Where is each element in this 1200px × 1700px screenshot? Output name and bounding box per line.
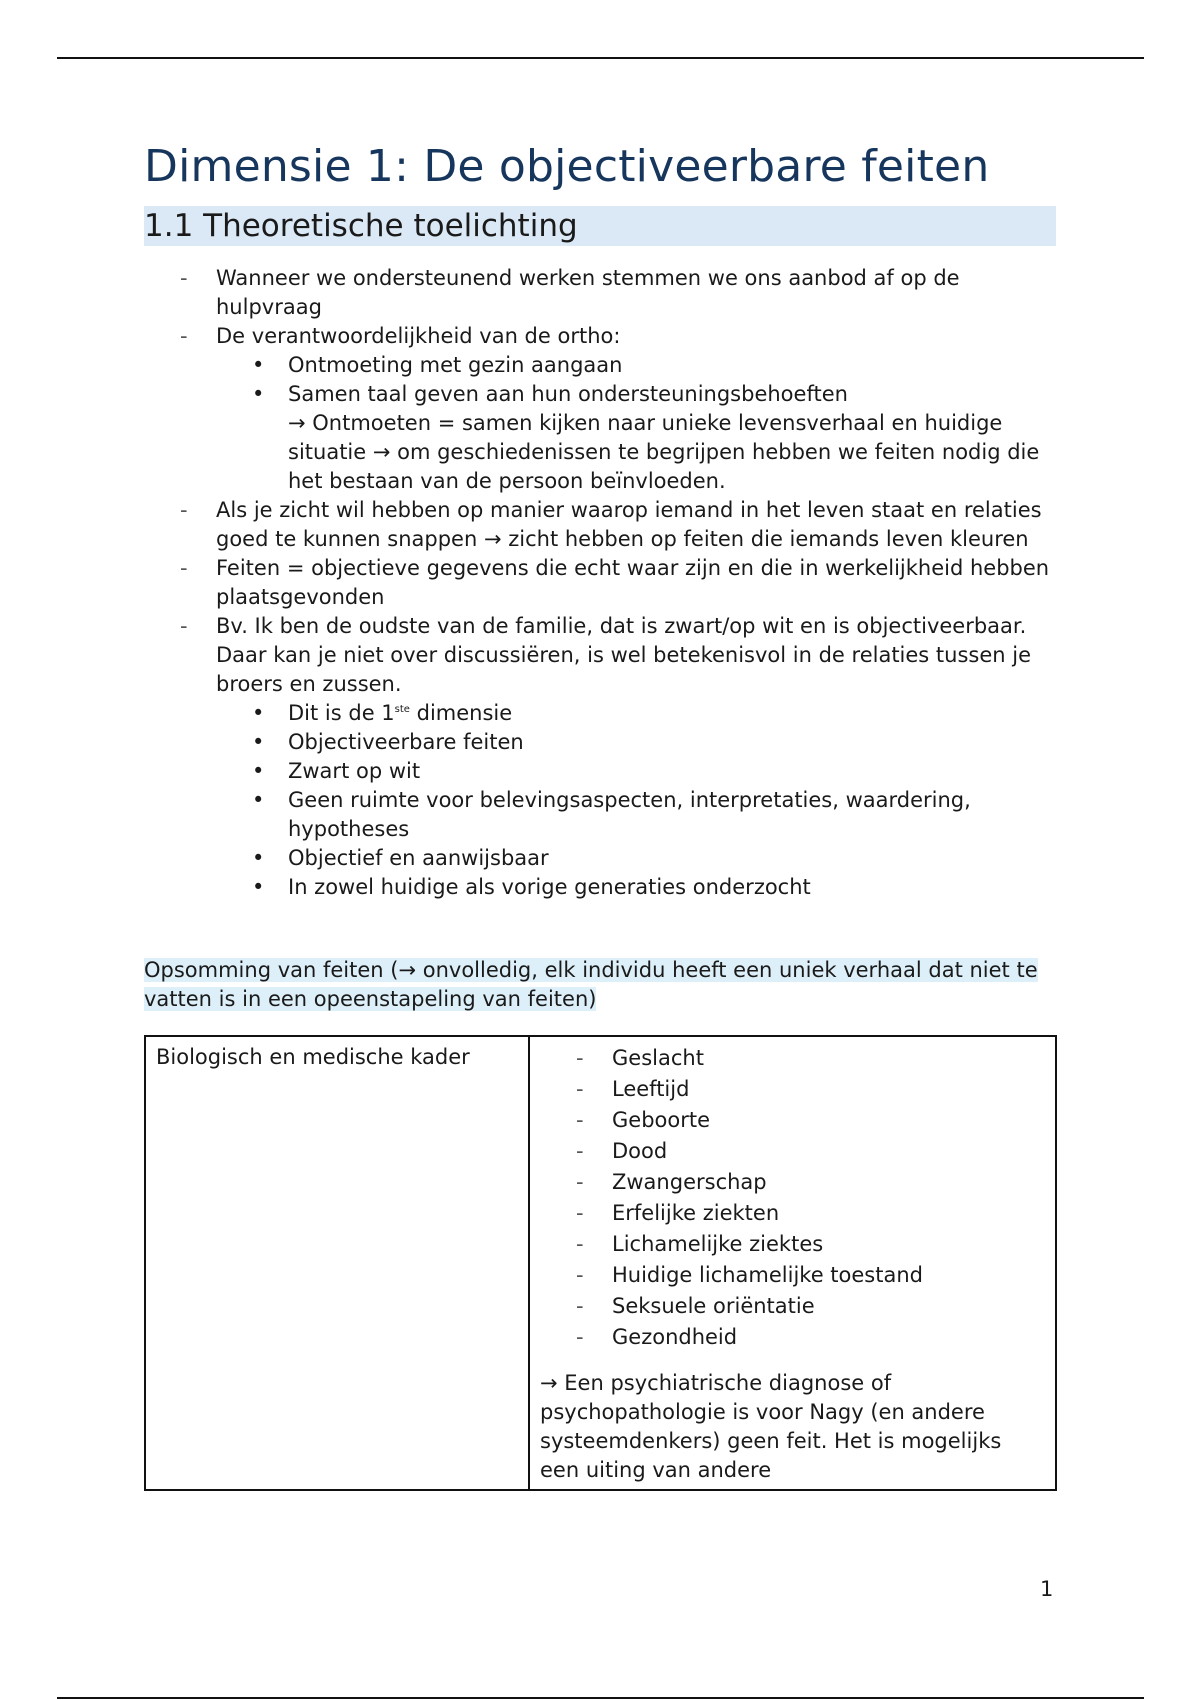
fact-item: - Lichamelijke ziektes: [540, 1229, 1045, 1260]
fact-item: - Geboorte: [540, 1105, 1045, 1136]
page-content: [144, 138, 1056, 1491]
list-item: - Feiten = objectieve gegevens die echt waar zijn en die in werkelijkheid hebben plaatsgevonden: [144, 554, 1056, 612]
fact-item: - Leeftijd: [540, 1074, 1045, 1105]
header-rule: [57, 57, 1144, 59]
list-item-text: Bv. Ik ben de oudste van de familie, dat is zwart/op wit en is objectiveerbaar. Daar kan je niet over discussiëren, is wel betekenisvol in de relaties tussen je broers en zussen.: [216, 614, 1032, 696]
bullet-item: [216, 380, 1056, 496]
footer-rule: [57, 1697, 1144, 1699]
fact-item: - Seksuele oriëntatie: [540, 1291, 1045, 1322]
bullet-item: [216, 699, 1056, 728]
facts-table: [144, 1035, 1057, 1491]
section-heading: 1.1 Theoretische toelichting: [144, 206, 1056, 246]
bullet-text-suffix: dimensie: [409, 701, 513, 725]
diagnosis-note: → Een psychiatrische diagnose of psychopathologie is voor Nagy (en andere systeemdenkers) geen feit. Het is mogelijks een uiting van andere: [540, 1371, 1002, 1482]
fact-item: - Zwangerschap: [540, 1167, 1045, 1198]
fact-item: - Erfelijke ziekten: [540, 1198, 1045, 1229]
bullet-item: • Objectiveerbare feiten: [216, 728, 1056, 757]
list-item: - Wanneer we ondersteunend werken stemmen we ons aanbod af op de hulpvraag: [144, 264, 1056, 322]
bullet-item-continuation: → Ontmoeten = samen kijken naar unieke levensverhaal en huidige situatie → om geschiedenissen te begrijpen hebben we feiten nodig die het bestaan van de persoon beïnvloeden.: [288, 411, 1040, 493]
bullet-item-text: Samen taal geven aan hun ondersteuningsbehoeften: [288, 382, 848, 406]
list-item: - Als je zicht wil hebben op manier waarop iemand in het leven staat en relaties goed te kunnen snappen → zicht hebben op feiten die iemands leven kleuren: [144, 496, 1056, 554]
bullet-superscript: ste: [394, 704, 410, 715]
list-item-text: De verantwoordelijkheid van de ortho:: [216, 324, 621, 348]
facts-list: [540, 1043, 1045, 1353]
list-item: [144, 612, 1056, 902]
page-title: Dimensie 1: De objectiveerbare feiten: [144, 141, 990, 192]
facts-cell: [529, 1036, 1056, 1490]
list-item: [144, 322, 1056, 496]
bullet-item: • Zwart op wit: [216, 757, 1056, 786]
summary-paragraph: [144, 956, 1056, 1014]
bullet-item: • Geen ruimte voor belevingsaspecten, interpretaties, waardering, hypotheses: [216, 786, 1056, 844]
bullet-item: • Ontmoeting met gezin aangaan: [216, 351, 1056, 380]
dimension-bullets: [216, 699, 1056, 902]
fact-item: - Dood: [540, 1136, 1045, 1167]
summary-highlight: Opsomming van feiten (→ onvolledig, elk individu heeft een uniek verhaal dat niet te vatten is in een opeenstapeling van feiten): [144, 958, 1038, 1011]
page-number: 1: [1040, 1577, 1054, 1601]
theory-list: [144, 264, 1056, 902]
category-cell: Biologisch en medische kader: [145, 1036, 529, 1490]
ortho-bullets: [216, 351, 1056, 496]
fact-item: - Geslacht: [540, 1043, 1045, 1074]
bullet-text-prefix: Dit is de 1: [288, 701, 395, 725]
bullet-item: • In zowel huidige als vorige generaties onderzocht: [216, 873, 1056, 902]
table-row: [145, 1036, 1056, 1490]
fact-item: - Gezondheid: [540, 1322, 1045, 1353]
bullet-item: • Objectief en aanwijsbaar: [216, 844, 1056, 873]
fact-item: - Huidige lichamelijke toestand: [540, 1260, 1045, 1291]
